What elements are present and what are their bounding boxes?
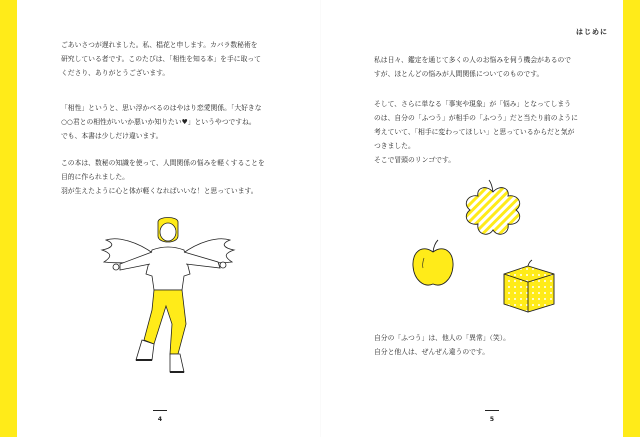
cube-apple-icon <box>500 260 558 316</box>
left-paragraph-2: 「相性」というと、思い浮かべるのはやはり恋愛関係。「大好きな ○○君との相性がいいか悪いか知りたい♥」というやつですね。 でも、本書は少しだけ違います。 <box>61 104 262 140</box>
book-gutter <box>320 0 321 437</box>
left-paragraph-3: この本は、数秘の知識を使って、人間関係の悩みを軽くすることを 目的に作られました。 羽が生えたように心と体が軽くなればいいな！と思っています。 <box>61 159 265 195</box>
left-paragraph-1: ごあいさつが遅れました。私、椙花と申します。カバラ数秘術を 研究している者です。このたびは、「相性を知る本」を手に取って くださり、ありがとうございます。 <box>61 41 261 77</box>
flower-apple-icon <box>458 180 528 240</box>
section-header: はじめに <box>576 28 608 36</box>
left-page-number: 4 <box>152 416 168 423</box>
right-page-number: 5 <box>484 416 500 423</box>
right-paragraph-2: そして、さらに単なる「事実や現象」が「悩み」となってしまう のは、自分の「ふつう」が相手の「ふつう」だと当たり前のように 考えていて、「相手に変わってほしい」と思っているからだと気が つきました。 そこで冒頭のリンゴです。 <box>374 100 578 164</box>
winged-person-illustration <box>98 214 238 384</box>
right-page-edge <box>623 0 640 437</box>
right-paragraph-3: 自分の「ふつう」は、他人の「異常」（笑）。 自分と他人は、ぜんぜん違うのです。 <box>374 334 510 356</box>
left-page-edge <box>0 0 17 437</box>
right-paragraph-1: 私は日々、鑑定を通じて多くの人のお悩みを伺う機会があるので すが、ほとんどの悩みが人間関係についてのものです。 <box>374 56 572 78</box>
round-apple-icon <box>410 238 456 290</box>
